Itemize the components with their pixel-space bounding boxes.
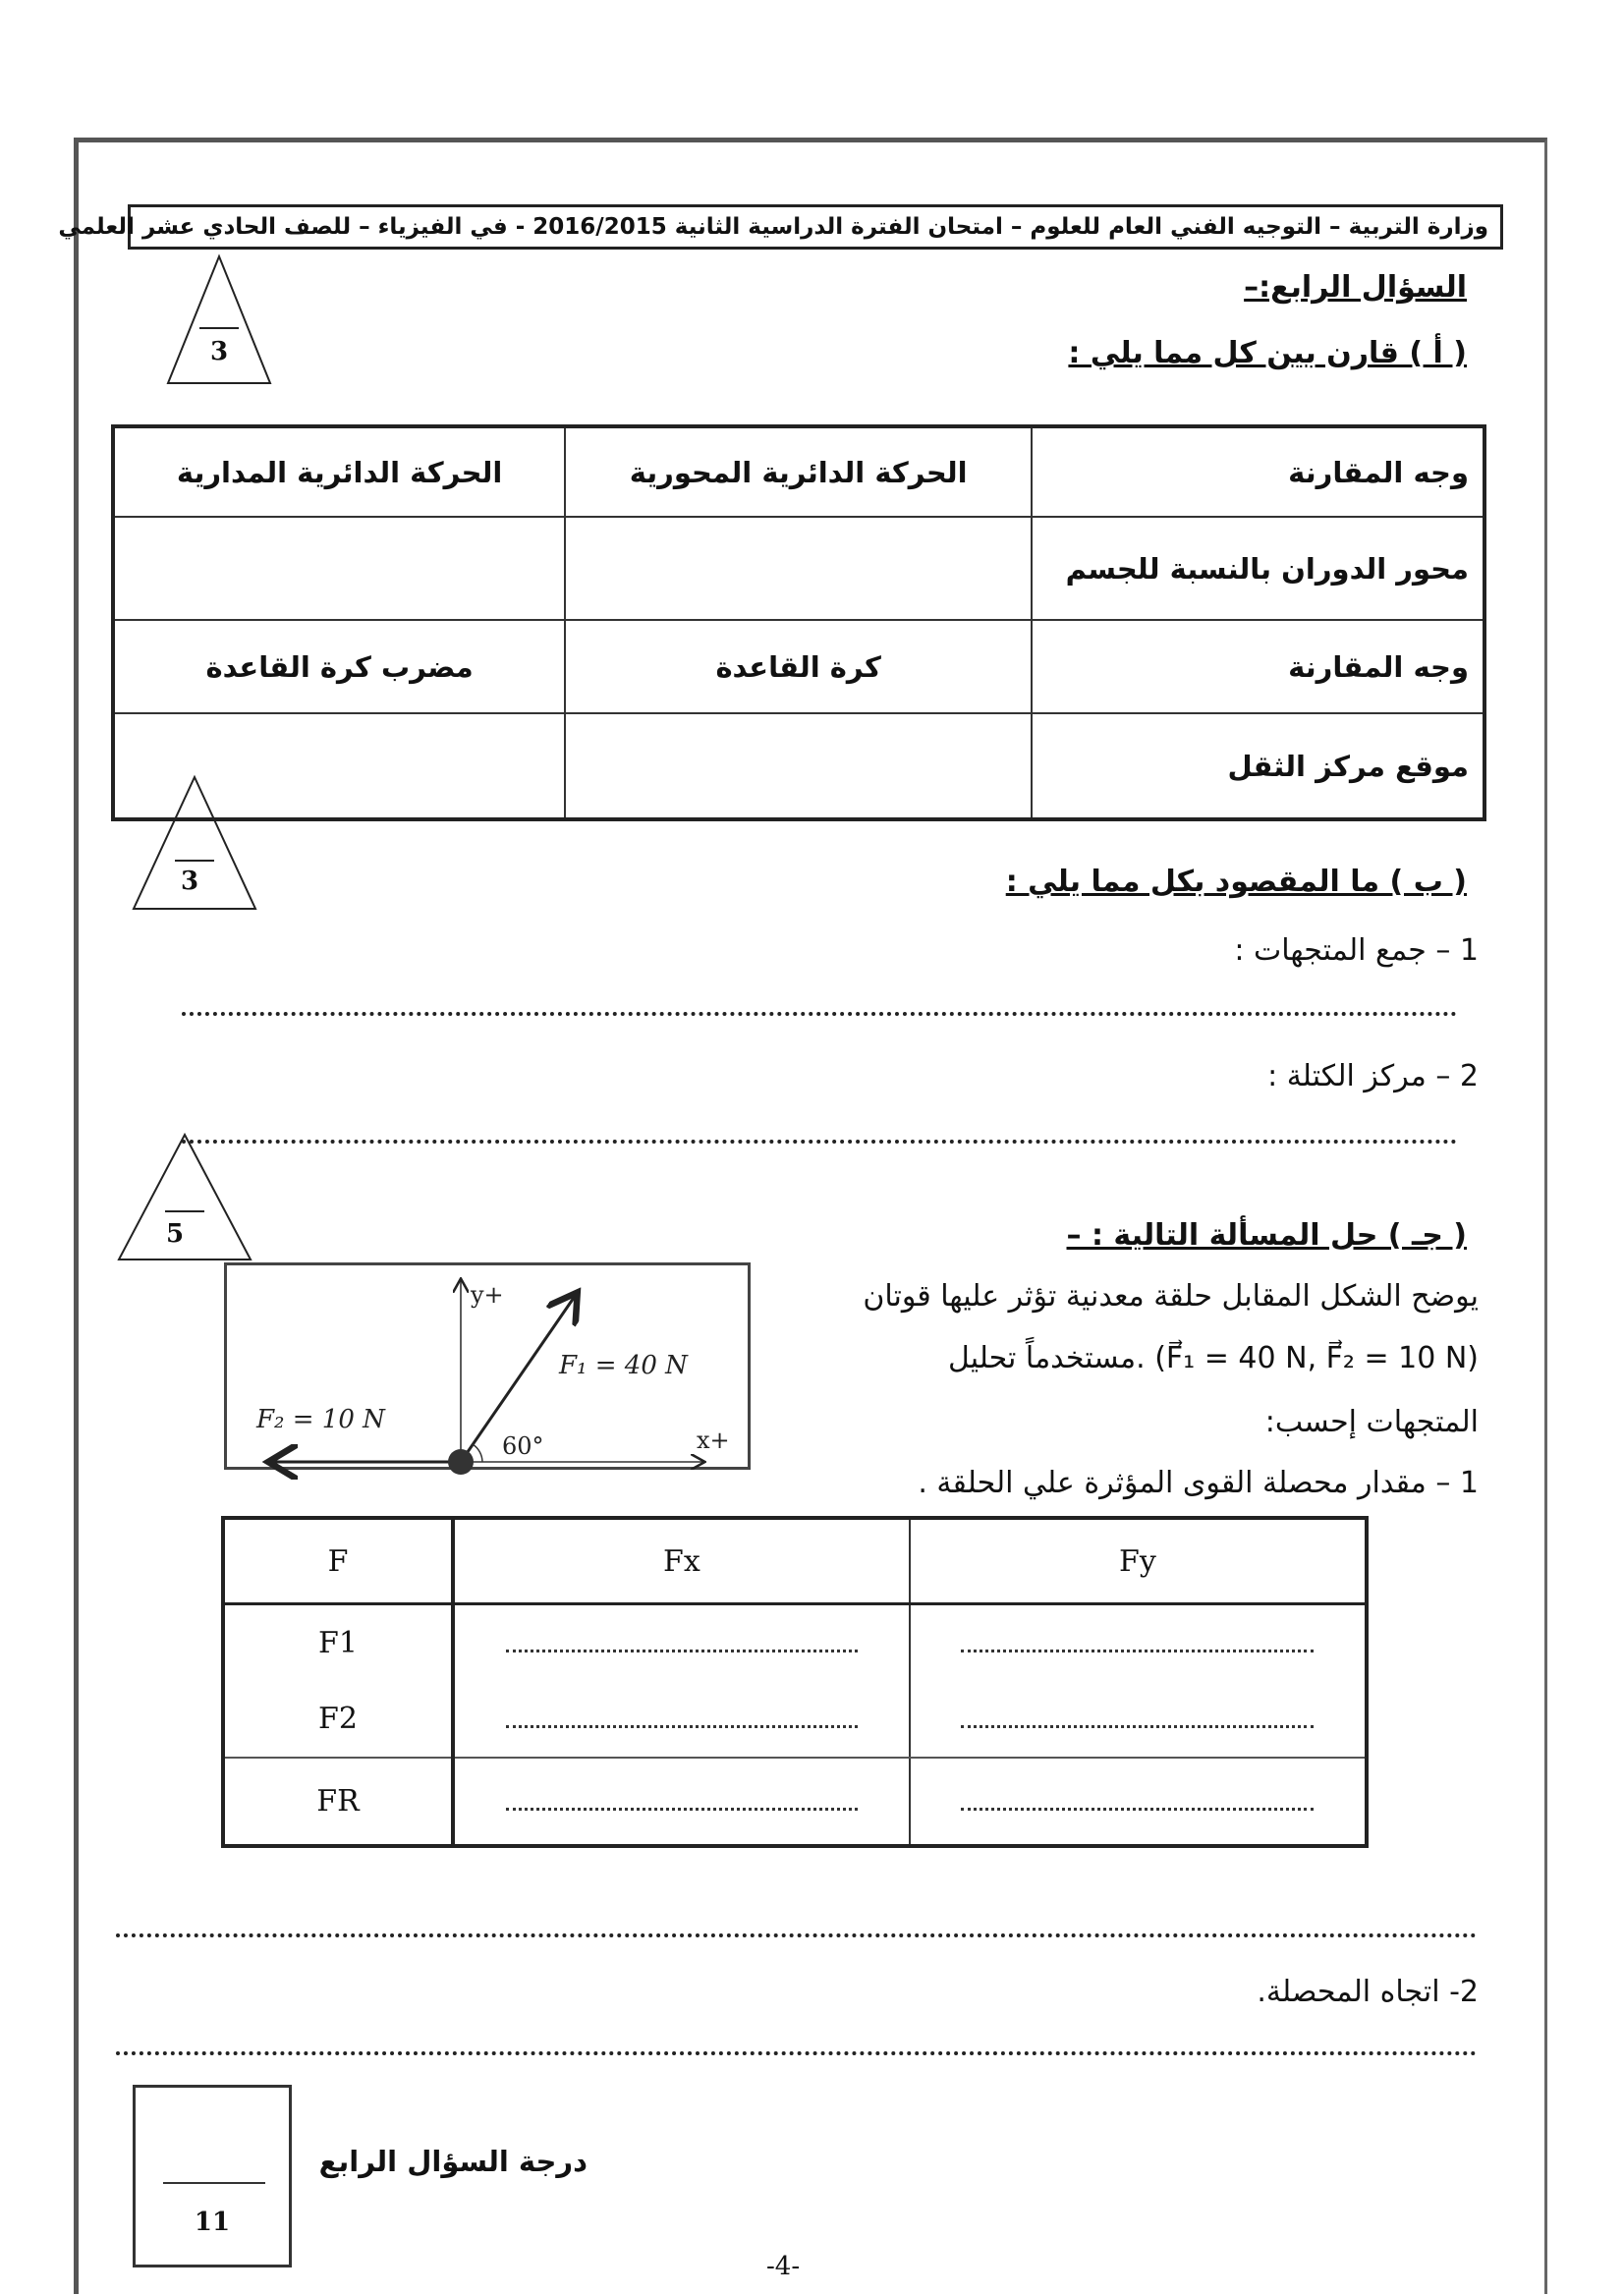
answer-cell[interactable]	[453, 1758, 910, 1846]
angle-arc	[473, 1444, 482, 1462]
part-b-item-1: 1 – جمع المتجهات :	[1234, 933, 1479, 968]
table-cell: وجه المقارنة	[1032, 426, 1484, 517]
part-c-item-1: 1 – مقدار محصلة القوى المؤثرة علي الحلقة .	[918, 1466, 1479, 1500]
table-row	[113, 517, 1484, 620]
table-row	[223, 1681, 1367, 1758]
marks-c: 5	[165, 1219, 185, 1249]
answer-line[interactable]	[182, 1140, 1457, 1144]
answer-cell[interactable]	[113, 517, 565, 620]
problem-text-line-3: المتجهات إحسب:	[1264, 1405, 1479, 1439]
part-a-heading: ( أ ) قارن بين كل مما يلي :	[1068, 336, 1467, 370]
answer-line[interactable]	[116, 1933, 1477, 1937]
marks-a: 3	[209, 337, 229, 366]
question-title: السؤال الرابع:–	[1244, 270, 1467, 305]
metal-ring	[448, 1449, 474, 1475]
problem-text-line-2: (F⃗₁ = 40 N, F⃗₂ = 10 N) .مستخدماً تحليل	[947, 1341, 1479, 1375]
table-cell: مضرب كرة القاعدة	[113, 620, 565, 713]
table-row	[113, 426, 1484, 517]
table-row	[223, 1604, 1367, 1681]
table-row	[113, 620, 1484, 713]
answer-cell[interactable]	[910, 1604, 1367, 1681]
exam-header-text: وزارة التربية – التوجيه الفني العام للعلوم – امتحان الفترة الدراسية الثانية 2016/2015 - في الفيزياء – للصف الحادي عشر العلمي	[58, 214, 1488, 240]
problem-text-line-1: يوضح الشكل المقابل حلقة معدنية تؤثر عليها قوتان	[863, 1279, 1479, 1314]
answer-cell[interactable]	[453, 1681, 910, 1758]
exam-header	[58, 204, 1503, 250]
table-cell: وجه المقارنة	[1032, 620, 1484, 713]
row-label-fr: FR	[223, 1758, 453, 1846]
part-c-item-2: 2- اتجاه المحصلة.	[1257, 1975, 1479, 2009]
table-row	[223, 1518, 1367, 1604]
part-c-heading: ( جـ ) حل المسألة التالية : –	[1066, 1218, 1467, 1253]
table-row	[223, 1758, 1367, 1846]
x-axis-label: x+	[697, 1427, 730, 1454]
score-label: درجة السؤال الرابع	[318, 2145, 588, 2178]
header-f: F	[223, 1518, 453, 1604]
score-divider	[163, 2182, 265, 2184]
force-diagram	[224, 1262, 751, 1470]
part-b-item-2: 2 – مركز الكتلة :	[1267, 1059, 1479, 1093]
row-label-f2: F2	[223, 1681, 453, 1758]
answer-cell[interactable]	[565, 517, 1032, 620]
header-fy: Fy	[910, 1518, 1367, 1604]
table-cell: محور الدوران بالنسبة للجسم	[1032, 517, 1484, 620]
row-label-f1: F1	[223, 1604, 453, 1681]
force-diagram-svg	[227, 1265, 748, 1467]
table-cell: الحركة الدائرية المحورية	[565, 426, 1032, 517]
angle-label: 60°	[502, 1432, 544, 1460]
force-components-table	[221, 1516, 1369, 1848]
marks-b: 3	[180, 867, 199, 896]
answer-line[interactable]	[116, 2051, 1477, 2055]
score-box	[133, 2085, 292, 2267]
answer-cell[interactable]	[910, 1758, 1367, 1846]
page-number: -4-	[766, 2252, 801, 2281]
header-fx: Fx	[453, 1518, 910, 1604]
table-row	[113, 713, 1484, 819]
answer-cell[interactable]	[453, 1604, 910, 1681]
answer-cell[interactable]	[565, 713, 1032, 819]
part-b-heading: ( ب ) ما المقصود بكل مما يلي :	[1005, 865, 1467, 899]
table-cell: الحركة الدائرية المدارية	[113, 426, 565, 517]
comparison-table	[111, 424, 1486, 821]
table-cell: موقع مركز الثقل	[1032, 713, 1484, 819]
score-value: 11	[194, 2208, 231, 2237]
answer-line[interactable]	[182, 1012, 1457, 1016]
f2-label: F₂ = 10 N	[256, 1405, 385, 1434]
answer-cell[interactable]	[910, 1681, 1367, 1758]
table-cell: كرة القاعدة	[565, 620, 1032, 713]
y-axis-label: y+	[471, 1281, 504, 1309]
f1-label: F₁ = 40 N	[559, 1351, 688, 1380]
